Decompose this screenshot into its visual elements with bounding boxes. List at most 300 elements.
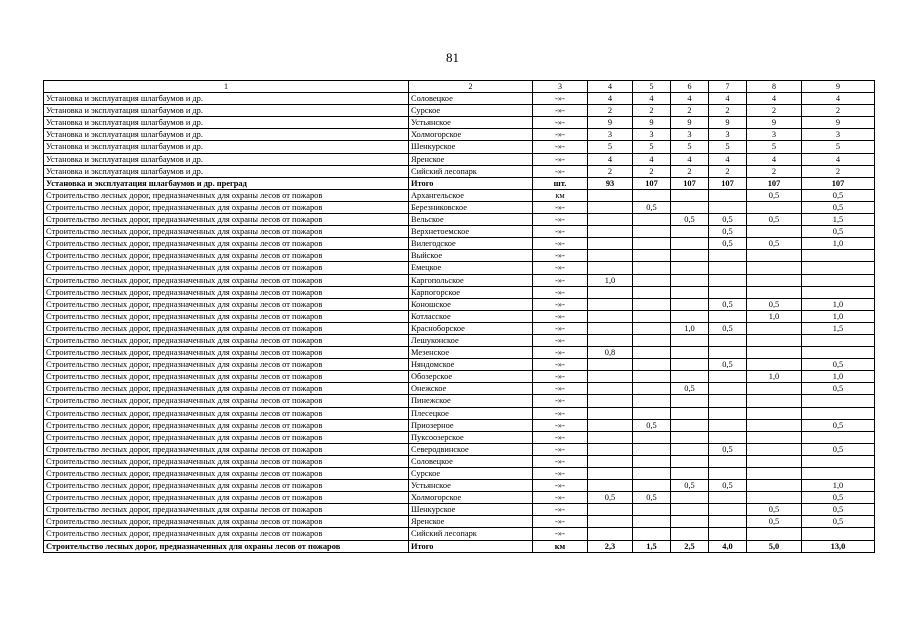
value-cell: 0,5 [747,298,802,310]
value-cell: 9 [709,117,747,129]
value-cell [747,226,802,238]
forestry-cell: Шенкурское [409,141,533,153]
table-row [44,347,875,359]
value-cell [588,250,633,262]
value-cell [588,334,633,346]
table-row [44,516,875,528]
value-cell [633,262,671,274]
value-cell: 2 [802,165,875,177]
value-cell: 4 [633,153,671,165]
value-cell: 3 [588,129,633,141]
table-row [44,419,875,431]
unit-cell: -»- [533,334,588,346]
unit-cell: -»- [533,250,588,262]
value-cell [588,214,633,226]
value-cell [588,262,633,274]
value-cell [747,286,802,298]
table-row [44,298,875,310]
value-cell: 1,0 [802,238,875,250]
unit-cell: -»- [533,468,588,480]
value-cell [709,407,747,419]
activity-cell: Строительство лесных дорог, предназначенных для охраны лесов от пожаров [44,189,409,201]
value-cell [709,310,747,322]
forestry-cell: Карпогорское [409,286,533,298]
activity-cell: Строительство лесных дорог, предназначенных для охраны лесов от пожаров [44,540,409,552]
activity-cell: Установка и эксплуатация шлагбаумов и др. [44,117,409,129]
value-cell [588,322,633,334]
value-cell: 3 [709,129,747,141]
value-cell [588,419,633,431]
value-cell [671,504,709,516]
value-cell [588,528,633,540]
value-cell: 2 [588,105,633,117]
forestry-cell: Шенкурское [409,504,533,516]
value-cell [671,274,709,286]
value-cell: 2,5 [671,540,709,552]
forestry-cell: Верхнетоемское [409,226,533,238]
activity-cell: Строительство лесных дорог, предназначенных для охраны лесов от пожаров [44,504,409,516]
value-cell: 9 [588,117,633,129]
value-cell [747,455,802,467]
value-cell: 0,5 [709,480,747,492]
unit-cell: км [533,189,588,201]
value-cell [633,334,671,346]
activity-cell: Строительство лесных дорог, предназначенных для охраны лесов от пожаров [44,201,409,213]
value-cell [709,431,747,443]
value-cell: 4 [588,93,633,105]
table-row [44,214,875,226]
value-cell [633,310,671,322]
value-cell [671,347,709,359]
value-cell: 1,5 [802,214,875,226]
value-cell [802,262,875,274]
value-cell [709,528,747,540]
unit-cell: -»- [533,214,588,226]
total-row [44,540,875,552]
table-row [44,480,875,492]
value-cell [802,468,875,480]
value-cell [747,419,802,431]
activity-cell: Строительство лесных дорог, предназначенных для охраны лесов от пожаров [44,383,409,395]
forestry-cell: Холмогорское [409,129,533,141]
value-cell [633,407,671,419]
value-cell [747,383,802,395]
value-cell [671,189,709,201]
forestry-cell: Архангельское [409,189,533,201]
value-cell [633,347,671,359]
table-row [44,117,875,129]
value-cell: 1,0 [588,274,633,286]
table-row [44,105,875,117]
value-cell [633,443,671,455]
forestry-cell: Холмогорское [409,492,533,504]
value-cell [588,189,633,201]
value-cell: 0,5 [802,201,875,213]
value-cell [747,250,802,262]
forestry-cell: Итого [409,540,533,552]
value-cell: 1,0 [802,480,875,492]
activity-cell: Установка и эксплуатация шлагбаумов и др. [44,153,409,165]
forestry-cell: Сурское [409,105,533,117]
value-cell [588,298,633,310]
value-cell [802,407,875,419]
value-cell: 0,5 [802,226,875,238]
value-cell: 3 [747,129,802,141]
forestry-cell: Лешуконское [409,334,533,346]
table-row [44,504,875,516]
forestry-cell: Соловецкое [409,455,533,467]
data-table [43,80,875,553]
table-row [44,310,875,322]
value-cell: 1,0 [747,371,802,383]
value-cell [709,504,747,516]
value-cell [747,528,802,540]
unit-cell: -»- [533,153,588,165]
forestry-cell: Яренское [409,516,533,528]
value-cell [709,347,747,359]
value-cell: 1,0 [747,310,802,322]
forestry-cell: Пинежское [409,395,533,407]
value-cell: 4 [802,93,875,105]
value-cell [588,480,633,492]
value-cell [588,516,633,528]
unit-cell: -»- [533,347,588,359]
value-cell [633,359,671,371]
value-cell [671,516,709,528]
value-cell [671,468,709,480]
value-cell [802,395,875,407]
value-cell [633,455,671,467]
value-cell [588,310,633,322]
value-cell: 0,5 [747,516,802,528]
forestry-cell: Приозерное [409,419,533,431]
value-cell [588,504,633,516]
value-cell: 0,5 [802,359,875,371]
value-cell: 107 [747,177,802,189]
value-cell [671,419,709,431]
table-row [44,407,875,419]
activity-cell: Установка и эксплуатация шлагбаумов и др. преград [44,177,409,189]
value-cell: 2 [671,105,709,117]
value-cell: 2 [747,105,802,117]
table-row [44,274,875,286]
value-cell [802,347,875,359]
header-cell: 3 [533,81,588,93]
activity-cell: Строительство лесных дорог, предназначенных для охраны лесов от пожаров [44,214,409,226]
value-cell [633,189,671,201]
header-cell: 8 [747,81,802,93]
value-cell [633,238,671,250]
value-cell: 107 [671,177,709,189]
value-cell [633,286,671,298]
value-cell: 5 [633,141,671,153]
value-cell: 0,5 [802,443,875,455]
value-cell [747,443,802,455]
value-cell: 4 [671,153,709,165]
forestry-cell: Красноборское [409,322,533,334]
value-cell [588,238,633,250]
unit-cell: -»- [533,117,588,129]
value-cell [709,334,747,346]
forestry-cell: Емецкое [409,262,533,274]
value-cell [709,371,747,383]
value-cell: 0,5 [802,419,875,431]
value-cell: 2 [802,105,875,117]
activity-cell: Строительство лесных дорог, предназначенных для охраны лесов от пожаров [44,298,409,310]
value-cell [747,468,802,480]
table-row [44,201,875,213]
value-cell [747,431,802,443]
forestry-cell: Обозерское [409,371,533,383]
unit-cell: -»- [533,443,588,455]
forestry-cell: Вилегодское [409,238,533,250]
table-row [44,359,875,371]
value-cell: 0,5 [709,298,747,310]
table-row [44,528,875,540]
value-cell: 5 [671,141,709,153]
value-cell: 0,5 [802,492,875,504]
value-cell: 2 [633,165,671,177]
activity-cell: Строительство лесных дорог, предназначенных для охраны лесов от пожаров [44,431,409,443]
value-cell [671,455,709,467]
activity-cell: Строительство лесных дорог, предназначенных для охраны лесов от пожаров [44,516,409,528]
activity-cell: Строительство лесных дорог, предназначенных для охраны лесов от пожаров [44,395,409,407]
forestry-cell: Вельское [409,214,533,226]
table-row [44,371,875,383]
value-cell: 0,5 [633,419,671,431]
forestry-cell: Каргопольское [409,274,533,286]
header-cell: 9 [802,81,875,93]
value-cell [671,371,709,383]
value-cell [671,395,709,407]
unit-cell: -»- [533,431,588,443]
value-cell [802,334,875,346]
table-row [44,238,875,250]
table-row [44,468,875,480]
header-cell: 2 [409,81,533,93]
value-cell: 1,5 [802,322,875,334]
forestry-cell: Березниковское [409,201,533,213]
value-cell: 0,5 [709,226,747,238]
value-cell: 2,3 [588,540,633,552]
value-cell [747,395,802,407]
unit-cell: -»- [533,528,588,540]
value-cell [802,250,875,262]
value-cell: 4,0 [709,540,747,552]
value-cell: 0,5 [802,504,875,516]
value-cell [671,262,709,274]
value-cell: 1,5 [633,540,671,552]
unit-cell: -»- [533,516,588,528]
value-cell: 0,5 [802,383,875,395]
activity-cell: Строительство лесных дорог, предназначенных для охраны лесов от пожаров [44,322,409,334]
value-cell: 1,0 [802,371,875,383]
unit-cell: -»- [533,492,588,504]
value-cell [588,468,633,480]
value-cell: 2 [633,105,671,117]
value-cell: 0,5 [671,214,709,226]
activity-cell: Установка и эксплуатация шлагбаумов и др. [44,105,409,117]
value-cell [747,359,802,371]
unit-cell: -»- [533,129,588,141]
table-row [44,129,875,141]
value-cell: 9 [633,117,671,129]
value-cell [671,431,709,443]
header-cell: 1 [44,81,409,93]
activity-cell: Строительство лесных дорог, предназначенных для охраны лесов от пожаров [44,262,409,274]
value-cell [709,383,747,395]
value-cell [588,371,633,383]
value-cell [588,395,633,407]
value-cell: 4 [709,153,747,165]
value-cell: 4 [709,93,747,105]
value-cell [588,407,633,419]
value-cell [802,528,875,540]
value-cell: 5,0 [747,540,802,552]
table-row [44,395,875,407]
value-cell [802,274,875,286]
value-cell: 13,0 [802,540,875,552]
page-number: 81 [446,50,459,65]
total-row [44,177,875,189]
value-cell [709,492,747,504]
forestry-cell: Устьянское [409,480,533,492]
unit-cell: -»- [533,383,588,395]
forestry-cell: Итого [409,177,533,189]
value-cell [633,516,671,528]
value-cell [709,201,747,213]
value-cell [633,504,671,516]
value-cell: 2 [747,165,802,177]
value-cell [747,201,802,213]
value-cell [588,201,633,213]
forestry-cell: Выйское [409,250,533,262]
value-cell [671,443,709,455]
activity-cell: Строительство лесных дорог, предназначенных для охраны лесов от пожаров [44,238,409,250]
activity-cell: Строительство лесных дорог, предназначенных для охраны лесов от пожаров [44,250,409,262]
header-cell: 4 [588,81,633,93]
value-cell: 4 [671,93,709,105]
value-cell [588,443,633,455]
value-cell [633,250,671,262]
value-cell [633,226,671,238]
value-cell [747,480,802,492]
activity-cell: Строительство лесных дорог, предназначенных для охраны лесов от пожаров [44,226,409,238]
activity-cell: Строительство лесных дорог, предназначенных для охраны лесов от пожаров [44,480,409,492]
value-cell [633,322,671,334]
value-cell [747,407,802,419]
value-cell: 5 [747,141,802,153]
activity-cell: Строительство лесных дорог, предназначенных для охраны лесов от пожаров [44,274,409,286]
table-row [44,153,875,165]
value-cell: 4 [633,93,671,105]
value-cell [633,528,671,540]
value-cell: 93 [588,177,633,189]
forestry-cell: Сийский лесопарк [409,165,533,177]
value-cell [633,274,671,286]
unit-cell: -»- [533,93,588,105]
unit-cell: -»- [533,322,588,334]
unit-cell: -»- [533,359,588,371]
value-cell: 0,5 [671,480,709,492]
forestry-cell: Северодвинское [409,443,533,455]
activity-cell: Строительство лесных дорог, предназначенных для охраны лесов от пожаров [44,443,409,455]
header-row [44,81,875,93]
table-row [44,443,875,455]
unit-cell: -»- [533,226,588,238]
value-cell [588,431,633,443]
forestry-cell: Котласское [409,310,533,322]
value-cell [633,383,671,395]
table-row [44,322,875,334]
table-row [44,226,875,238]
value-cell [671,359,709,371]
value-cell: 5 [802,141,875,153]
value-cell [802,455,875,467]
value-cell [588,455,633,467]
value-cell [671,407,709,419]
forestry-cell: Устьянское [409,117,533,129]
activity-cell: Строительство лесных дорог, предназначенных для охраны лесов от пожаров [44,286,409,298]
header-cell: 6 [671,81,709,93]
value-cell [671,528,709,540]
forestry-cell: Сийский лесопарк [409,528,533,540]
value-cell: 1,0 [802,310,875,322]
unit-cell: -»- [533,238,588,250]
table-row [44,93,875,105]
value-cell [633,431,671,443]
forestry-cell: Няндомское [409,359,533,371]
table-row [44,141,875,153]
unit-cell: -»- [533,371,588,383]
value-cell: 0,5 [802,516,875,528]
value-cell: 2 [588,165,633,177]
value-cell: 4 [747,153,802,165]
forestry-cell: Яренское [409,153,533,165]
value-cell [588,226,633,238]
value-cell [709,286,747,298]
value-cell [802,431,875,443]
value-cell: 9 [747,117,802,129]
activity-cell: Строительство лесных дорог, предназначенных для охраны лесов от пожаров [44,419,409,431]
unit-cell: -»- [533,395,588,407]
value-cell: 0,5 [747,189,802,201]
value-cell: 9 [802,117,875,129]
value-cell [747,492,802,504]
unit-cell: -»- [533,310,588,322]
value-cell [709,419,747,431]
value-cell [671,250,709,262]
value-cell: 2 [671,165,709,177]
forestry-cell: Пуксоозерское [409,431,533,443]
forestry-cell: Онежское [409,383,533,395]
activity-cell: Строительство лесных дорог, предназначенных для охраны лесов от пожаров [44,359,409,371]
value-cell: 0,5 [588,492,633,504]
value-cell [633,468,671,480]
value-cell [709,468,747,480]
value-cell: 4 [747,93,802,105]
value-cell [709,455,747,467]
unit-cell: шт. [533,177,588,189]
unit-cell: -»- [533,165,588,177]
value-cell [747,274,802,286]
header-cell: 7 [709,81,747,93]
table-row [44,189,875,201]
activity-cell: Строительство лесных дорог, предназначенных для охраны лесов от пожаров [44,407,409,419]
value-cell [671,298,709,310]
unit-cell: -»- [533,141,588,153]
forestry-cell: Коношское [409,298,533,310]
